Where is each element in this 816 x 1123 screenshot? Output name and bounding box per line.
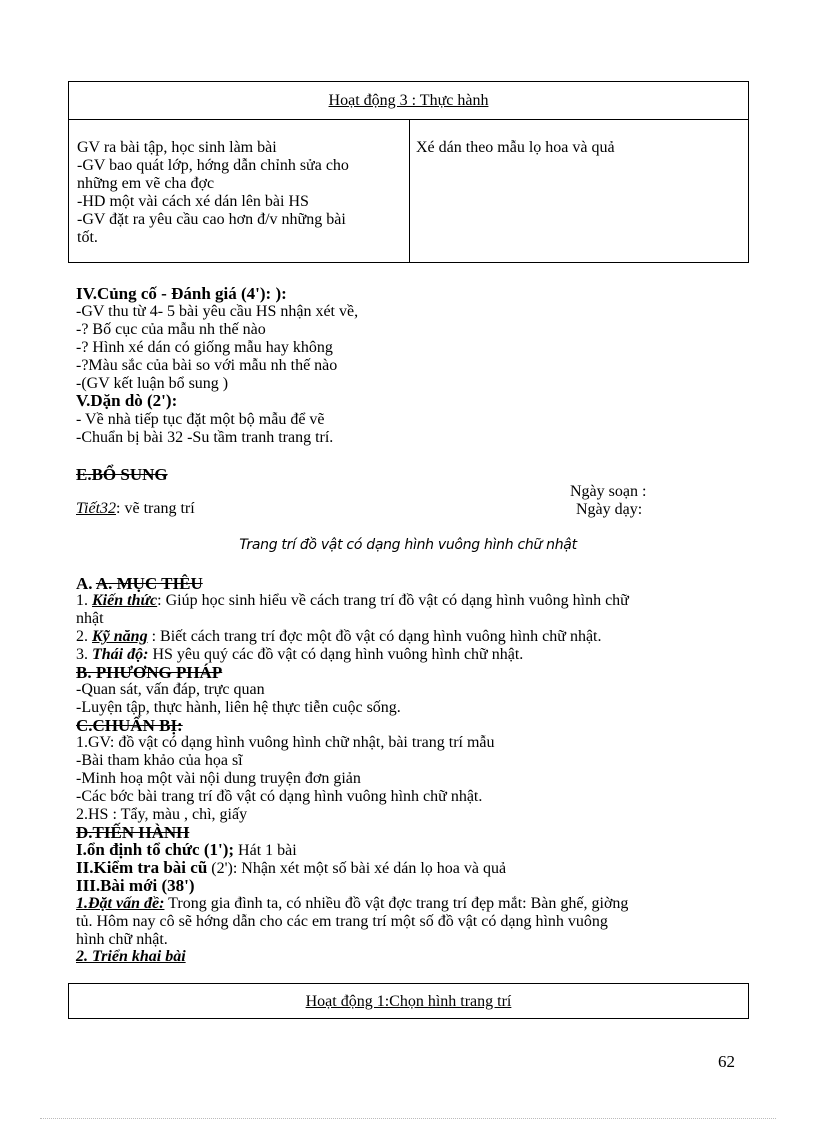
lesson-line	[76, 500, 195, 518]
kiem-tra-label: II.Kiểm tra bài cũ	[76, 858, 208, 877]
section-c-line: 1.GV: đồ vật có dạng hình vuông hình chữ nhật, bài trang trí mẫu	[76, 734, 495, 751]
section-iv-heading: IV.Củng cố - Đánh giá (4'): ):	[76, 284, 287, 303]
section-d-heading: D.TIẾN HÀNH	[76, 823, 190, 842]
k2-text: : Biết cách trang trí đợc một đồ vật có dạng hình vuông hình chữ nhật.	[147, 628, 602, 645]
section-iv-line: -?Màu sắc của bài so với mẫu nh thế nào	[76, 357, 338, 374]
e-bo-sung-heading: E.BỔ SUNG	[76, 465, 168, 484]
dat-van-de-cont: tủ. Hôm nay cô sẽ hớng dẫn cho các em trang trí một số đồ vật có dạng hình vuông	[76, 913, 608, 930]
ngay-day: Ngày dạy:	[576, 501, 643, 518]
dat-van-de-cont: hình chữ nhật.	[76, 931, 168, 948]
activity1-header-text: Hoạt động 1:Chọn hình trang trí	[305, 993, 512, 1010]
k3-text: HS yêu quý các đồ vật có dạng hình vuông hình chữ nhật.	[148, 646, 524, 663]
activity3-table	[68, 81, 749, 263]
activity1-table	[68, 983, 749, 1019]
section-a-heading-text: A. MỤC TIÊU	[95, 574, 203, 593]
on-dinh-text: Hát 1 bài	[234, 842, 297, 859]
kien-thuc-cont: nhật	[76, 610, 104, 627]
k1-label: Kiến thức	[92, 592, 158, 609]
page-number: 62	[718, 1052, 735, 1071]
activity3-left-cell	[69, 119, 410, 262]
k1-text: : Giúp học sinh hiểu về cách trang trí đồ vật có dạng hình vuông hình chữ	[157, 592, 629, 609]
k2-num: 2.	[76, 628, 92, 645]
k3-label: Thái độ:	[92, 646, 149, 663]
activity3-header-cell	[69, 82, 748, 120]
k1-num: 1.	[76, 592, 92, 609]
activity3-teacher-line: -HD một vài cách xé dán lên bài HS	[77, 193, 309, 210]
section-v-line: -Chuẩn bị bài 32 -Su tầm tranh trang trí.	[76, 429, 334, 446]
activity3-teacher-line: -GV đặt ra yêu cầu cao hơn đ/v những bài	[77, 211, 346, 228]
section-c-line: -Các bớc bài trang trí đồ vật có dạng hình vuông hình chữ nhật.	[76, 788, 483, 805]
ngay-soan: Ngày soạn :	[570, 483, 647, 500]
section-iv-line: -GV thu từ 4- 5 bài yêu cầu HS nhận xét về,	[76, 303, 359, 320]
section-iv-line: -? Hình xé dán có giống mẫu hay không	[76, 339, 333, 356]
section-v-line: - Về nhà tiếp tục đặt một bộ mẫu để vẽ	[76, 411, 325, 428]
bai-moi-heading: III.Bài mới (38')	[76, 876, 195, 895]
k3-num: 3.	[76, 646, 92, 663]
tiet-rest: : vẽ trang trí	[116, 500, 195, 517]
section-c-heading: C.CHUẨN BỊ:	[76, 716, 183, 735]
trien-khai-heading: 2. Triển khai bài	[76, 948, 186, 965]
kiem-tra-text: (2'): Nhận xét một số bài xé dán lọ hoa và quả	[207, 860, 507, 877]
activity3-student-text: Xé dán theo mẫu lọ hoa và quả	[416, 139, 615, 156]
kien-thuc-line	[76, 592, 629, 610]
section-b-line: -Luyện tập, thực hành, liên hệ thực tiễn cuộc sống.	[76, 699, 401, 716]
dat-van-de-label: 1.Đặt vấn đề:	[76, 895, 165, 912]
thai-do-line	[76, 646, 523, 664]
section-c-line: 2.HS : Tẩy, màu , chì, giấy	[76, 806, 248, 823]
activity3-teacher-line: những em vẽ cha đợc	[77, 175, 215, 192]
section-b-heading: B. PHƯƠNG PHÁP	[76, 663, 223, 682]
section-v-heading: V.Dặn dò (2'):	[76, 391, 178, 410]
activity3-header-text: Hoạt động 3 : Thực hành	[328, 92, 489, 109]
activity3-teacher-line: -GV bao quát lớp, hớng dẫn chỉnh sửa cho	[77, 157, 349, 174]
k2-label: Kỹ năng	[92, 628, 148, 645]
lesson-title: Trang trí đồ vật có dạng hình vuông hình chữ nhật	[239, 537, 577, 553]
activity3-teacher-line: tốt.	[77, 229, 98, 246]
ky-nang-line	[76, 628, 602, 646]
section-iv-line: -? Bố cục của mẫu nh thế nào	[76, 321, 266, 338]
section-b-line: -Quan sát, vấn đáp, trực quan	[76, 681, 265, 698]
activity3-teacher-line: GV ra bài tập, học sinh làm bài	[77, 139, 277, 156]
on-dinh-label: I.ổn định tổ chức (1');	[76, 840, 235, 859]
tiet-label: Tiết32	[76, 500, 117, 517]
section-c-line: -Minh hoạ một vài nội dung truyện đơn giản	[76, 770, 361, 787]
activity3-right-cell	[409, 119, 748, 262]
section-a-heading: A. A. MỤC TIÊU	[76, 574, 203, 593]
dat-van-de-line	[76, 895, 628, 913]
dat-van-de-text: Trong gia đình ta, có nhiều đồ vật đợc trang trí đẹp mắt: Bàn ghế, giờng	[164, 895, 629, 912]
footer-divider	[40, 1118, 776, 1119]
section-iv-line: -(GV kết luận bổ sung )	[76, 375, 229, 392]
section-c-line: -Bài tham khảo của họa sĩ	[76, 752, 243, 769]
